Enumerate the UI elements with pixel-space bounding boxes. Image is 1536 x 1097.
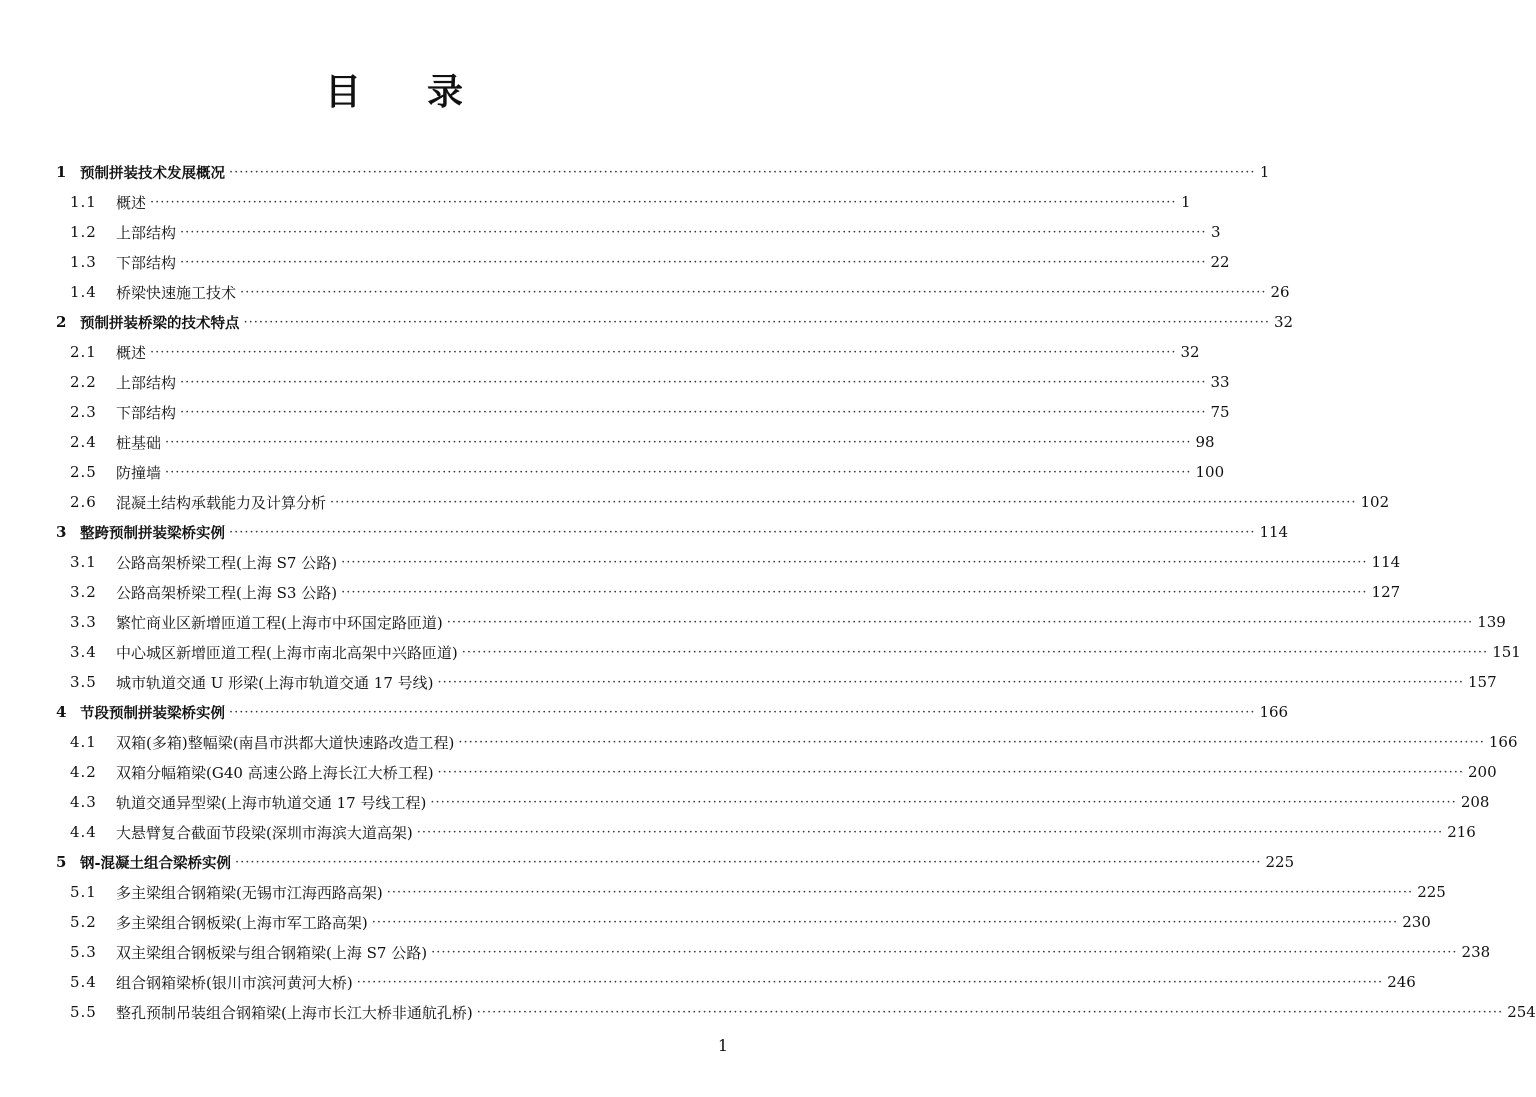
entry-number: 2.6 bbox=[70, 493, 97, 511]
dot-leader: ········································································································································································································ bbox=[371, 914, 1399, 930]
entry-number: 3.1 bbox=[70, 553, 97, 571]
dot-leader: ········································································································································································································ bbox=[150, 344, 1177, 360]
entry-number: 1 bbox=[56, 163, 67, 181]
entry-page: 166 bbox=[1488, 733, 1518, 751]
entry-page: 22 bbox=[1210, 253, 1230, 271]
entry-number: 5.2 bbox=[70, 913, 97, 931]
toc-chapter-entry[interactable] bbox=[56, 517, 1289, 547]
entry-number: 4.3 bbox=[70, 793, 97, 811]
entry-number: 3.5 bbox=[70, 673, 97, 691]
dot-leader: ········································································································································································································ bbox=[356, 974, 1384, 990]
toc-section-entry[interactable] bbox=[56, 277, 1290, 307]
entry-number: 3.2 bbox=[70, 583, 97, 601]
entry-title: 预制拼装桥梁的技术特点 bbox=[80, 315, 240, 332]
toc-section-entry[interactable] bbox=[56, 367, 1230, 397]
entry-page: 225 bbox=[1417, 883, 1446, 901]
entry-page: 200 bbox=[1468, 763, 1497, 781]
entry-title: 整跨预制拼装梁桥实例 bbox=[80, 525, 225, 542]
entry-title: 概述 bbox=[116, 193, 147, 212]
toc-section-entry[interactable] bbox=[56, 577, 1401, 607]
entry-title: 桥梁快速施工技术 bbox=[116, 283, 237, 302]
entry-title: 整孔预制吊装组合钢箱梁(上海市长江大桥非通航孔桥) bbox=[116, 1003, 473, 1022]
dot-leader: ········································································································································································································ bbox=[165, 464, 1192, 480]
entry-title: 概述 bbox=[116, 343, 147, 362]
toc-section-entry[interactable] bbox=[56, 457, 1225, 487]
toc-section-entry[interactable] bbox=[56, 997, 1536, 1027]
toc-section-entry[interactable] bbox=[56, 757, 1497, 787]
entry-number: 3.3 bbox=[70, 613, 97, 631]
entry-title: 防撞墙 bbox=[116, 463, 162, 482]
toc-section-entry[interactable] bbox=[56, 247, 1230, 277]
entry-page: 127 bbox=[1371, 583, 1401, 601]
entry-page: 32 bbox=[1180, 343, 1200, 361]
toc-section-entry[interactable] bbox=[56, 217, 1221, 247]
entry-number: 1.4 bbox=[70, 283, 97, 301]
toc-section-entry[interactable] bbox=[56, 337, 1200, 367]
entry-page: 33 bbox=[1210, 373, 1230, 391]
entry-number: 4 bbox=[56, 703, 67, 721]
entry-page: 157 bbox=[1467, 673, 1497, 691]
entry-page: 246 bbox=[1387, 973, 1416, 991]
entry-title: 下部结构 bbox=[116, 403, 177, 422]
entry-title: 多主梁组合钢箱梁(无锡市江海西路高架) bbox=[116, 883, 383, 902]
page-number: 1 bbox=[717, 1036, 728, 1055]
dot-leader: ········································································································································································································ bbox=[180, 374, 1207, 390]
entry-number: 3 bbox=[56, 523, 67, 541]
page-title bbox=[0, 64, 790, 115]
entry-title: 双箱分幅箱梁(G40 高速公路上海长江大桥工程) bbox=[116, 763, 434, 782]
dot-leader: ········································································································································································································ bbox=[229, 704, 1256, 720]
toc-section-entry[interactable] bbox=[56, 547, 1401, 577]
toc-section-entry[interactable] bbox=[56, 877, 1446, 907]
dot-leader: ········································································································································································································ bbox=[150, 194, 1177, 210]
entry-page: 238 bbox=[1461, 943, 1491, 961]
entry-title: 大悬臂复合截面节段梁(深圳市海滨大道高架) bbox=[116, 823, 413, 842]
toc-section-entry[interactable] bbox=[56, 607, 1506, 637]
dot-leader: ········································································································································································································ bbox=[165, 434, 1192, 450]
dot-leader: ········································································································································································································ bbox=[461, 644, 1489, 660]
entry-title: 城市轨道交通 U 形梁(上海市轨道交通 17 号线) bbox=[116, 673, 434, 692]
toc-section-entry[interactable] bbox=[56, 727, 1518, 757]
dot-leader: ········································································································································································································ bbox=[180, 404, 1207, 420]
dot-leader: ········································································································································································································ bbox=[416, 824, 1444, 840]
dot-leader: ········································································································································································································ bbox=[446, 614, 1474, 630]
dot-leader: ········································································································································································································ bbox=[180, 224, 1207, 240]
entry-page: 230 bbox=[1402, 913, 1431, 931]
entry-number: 4.4 bbox=[70, 823, 97, 841]
entry-page: 98 bbox=[1195, 433, 1215, 451]
entry-title: 中心城区新增匝道工程(上海市南北高架中兴路匝道) bbox=[116, 643, 458, 662]
entry-title: 繁忙商业区新增匝道工程(上海市中环国定路匝道) bbox=[116, 613, 443, 632]
entry-page: 1 bbox=[1180, 193, 1191, 211]
entry-title: 公路高架桥梁工程(上海 S3 公路) bbox=[116, 583, 338, 602]
entry-number: 2.1 bbox=[70, 343, 97, 361]
entry-page: 1 bbox=[1259, 163, 1270, 181]
toc-section-entry[interactable] bbox=[56, 427, 1215, 457]
dot-leader: ········································································································································································································ bbox=[386, 884, 1414, 900]
entry-title: 双主梁组合钢板梁与组合钢箱梁(上海 S7 公路) bbox=[116, 943, 428, 962]
dot-leader: ········································································································································································································ bbox=[341, 584, 1368, 600]
title-char-2: 录 bbox=[427, 72, 466, 113]
title-char-1: 目 bbox=[324, 72, 363, 113]
entry-title: 组合钢箱梁桥(银川市滨河黄河大桥) bbox=[116, 973, 353, 992]
entry-number: 4.2 bbox=[70, 763, 97, 781]
toc-section-entry[interactable] bbox=[56, 787, 1490, 817]
entry-number: 1.3 bbox=[70, 253, 97, 271]
toc-section-entry[interactable] bbox=[56, 397, 1230, 427]
entry-number: 3.4 bbox=[70, 643, 97, 661]
entry-number: 4.1 bbox=[70, 733, 97, 751]
entry-title: 钢-混凝土组合梁桥实例 bbox=[80, 855, 232, 872]
toc-section-entry[interactable] bbox=[56, 937, 1491, 967]
entry-title: 双箱(多箱)整幅梁(南昌市洪都大道快速路改造工程) bbox=[116, 733, 455, 752]
dot-leader: ········································································································································································································ bbox=[431, 944, 1458, 960]
dot-leader: ········································································································································································································ bbox=[458, 734, 1485, 750]
dot-leader: ········································································································································································································ bbox=[330, 494, 1357, 510]
dot-leader: ········································································································································································································ bbox=[180, 254, 1207, 270]
toc-section-entry[interactable] bbox=[56, 487, 1390, 517]
dot-leader: ········································································································································································································ bbox=[437, 674, 1464, 690]
entry-number: 5 bbox=[56, 853, 67, 871]
entry-page: 254 bbox=[1507, 1003, 1536, 1021]
entry-page: 166 bbox=[1259, 703, 1289, 721]
dot-leader: ········································································································································································································ bbox=[240, 284, 1267, 300]
toc-section-entry[interactable] bbox=[56, 967, 1416, 997]
entry-number: 1.2 bbox=[70, 223, 97, 241]
entry-title: 节段预制拼装梁桥实例 bbox=[80, 705, 225, 722]
entry-number: 2.4 bbox=[70, 433, 97, 451]
entry-number: 5.5 bbox=[70, 1003, 97, 1021]
dot-leader: ········································································································································································································ bbox=[476, 1004, 1504, 1020]
entry-title: 上部结构 bbox=[116, 223, 177, 242]
dot-leader: ········································································································································································································ bbox=[229, 524, 1256, 540]
entry-page: 32 bbox=[1273, 313, 1294, 331]
entry-number: 2.5 bbox=[70, 463, 97, 481]
entry-number: 1.1 bbox=[70, 193, 97, 211]
entry-page: 208 bbox=[1460, 793, 1490, 811]
toc-section-entry[interactable] bbox=[56, 667, 1497, 697]
entry-page: 75 bbox=[1210, 403, 1230, 421]
entry-number: 5.1 bbox=[70, 883, 97, 901]
entry-title: 公路高架桥梁工程(上海 S7 公路) bbox=[116, 553, 338, 572]
entry-title: 多主梁组合钢板梁(上海市军工路高架) bbox=[116, 913, 368, 932]
entry-title: 桩基础 bbox=[116, 433, 162, 452]
toc-section-entry[interactable] bbox=[56, 187, 1191, 217]
dot-leader: ········································································································································································································ bbox=[437, 764, 1465, 780]
entry-title: 混凝土结构承载能力及计算分析 bbox=[116, 493, 327, 512]
toc-chapter-entry[interactable] bbox=[56, 157, 1270, 187]
entry-page: 216 bbox=[1447, 823, 1476, 841]
entry-number: 5.3 bbox=[70, 943, 97, 961]
entry-title: 下部结构 bbox=[116, 253, 177, 272]
entry-page: 139 bbox=[1477, 613, 1506, 631]
toc-section-entry[interactable] bbox=[56, 817, 1476, 847]
entry-title: 预制拼装技术发展概况 bbox=[80, 165, 225, 182]
entry-number: 2 bbox=[56, 313, 67, 331]
entry-page: 100 bbox=[1195, 463, 1225, 481]
entry-page: 26 bbox=[1270, 283, 1290, 301]
dot-leader: ········································································································································································································ bbox=[430, 794, 1457, 810]
entry-title: 轨道交通异型梁(上海市轨道交通 17 号线工程) bbox=[116, 793, 427, 812]
dot-leader: ········································································································································································································ bbox=[341, 554, 1368, 570]
entry-number: 5.4 bbox=[70, 973, 97, 991]
entry-page: 114 bbox=[1371, 553, 1401, 571]
toc-section-entry[interactable] bbox=[56, 907, 1431, 937]
entry-page: 114 bbox=[1259, 523, 1289, 541]
entry-number: 2.2 bbox=[70, 373, 97, 391]
dot-leader: ········································································································································································································ bbox=[243, 314, 1270, 330]
entry-page: 151 bbox=[1492, 643, 1521, 661]
entry-title: 上部结构 bbox=[116, 373, 177, 392]
dot-leader: ········································································································································································································ bbox=[235, 854, 1262, 870]
table-of-contents bbox=[56, 157, 1536, 1027]
entry-page: 225 bbox=[1265, 853, 1295, 871]
entry-page: 102 bbox=[1360, 493, 1390, 511]
entry-number: 2.3 bbox=[70, 403, 97, 421]
dot-leader: ········································································································································································································ bbox=[229, 164, 1256, 180]
toc-chapter-entry[interactable] bbox=[56, 847, 1295, 877]
toc-chapter-entry[interactable] bbox=[56, 697, 1289, 727]
toc-chapter-entry[interactable] bbox=[56, 307, 1294, 337]
entry-page: 3 bbox=[1210, 223, 1221, 241]
toc-section-entry[interactable] bbox=[56, 637, 1521, 667]
